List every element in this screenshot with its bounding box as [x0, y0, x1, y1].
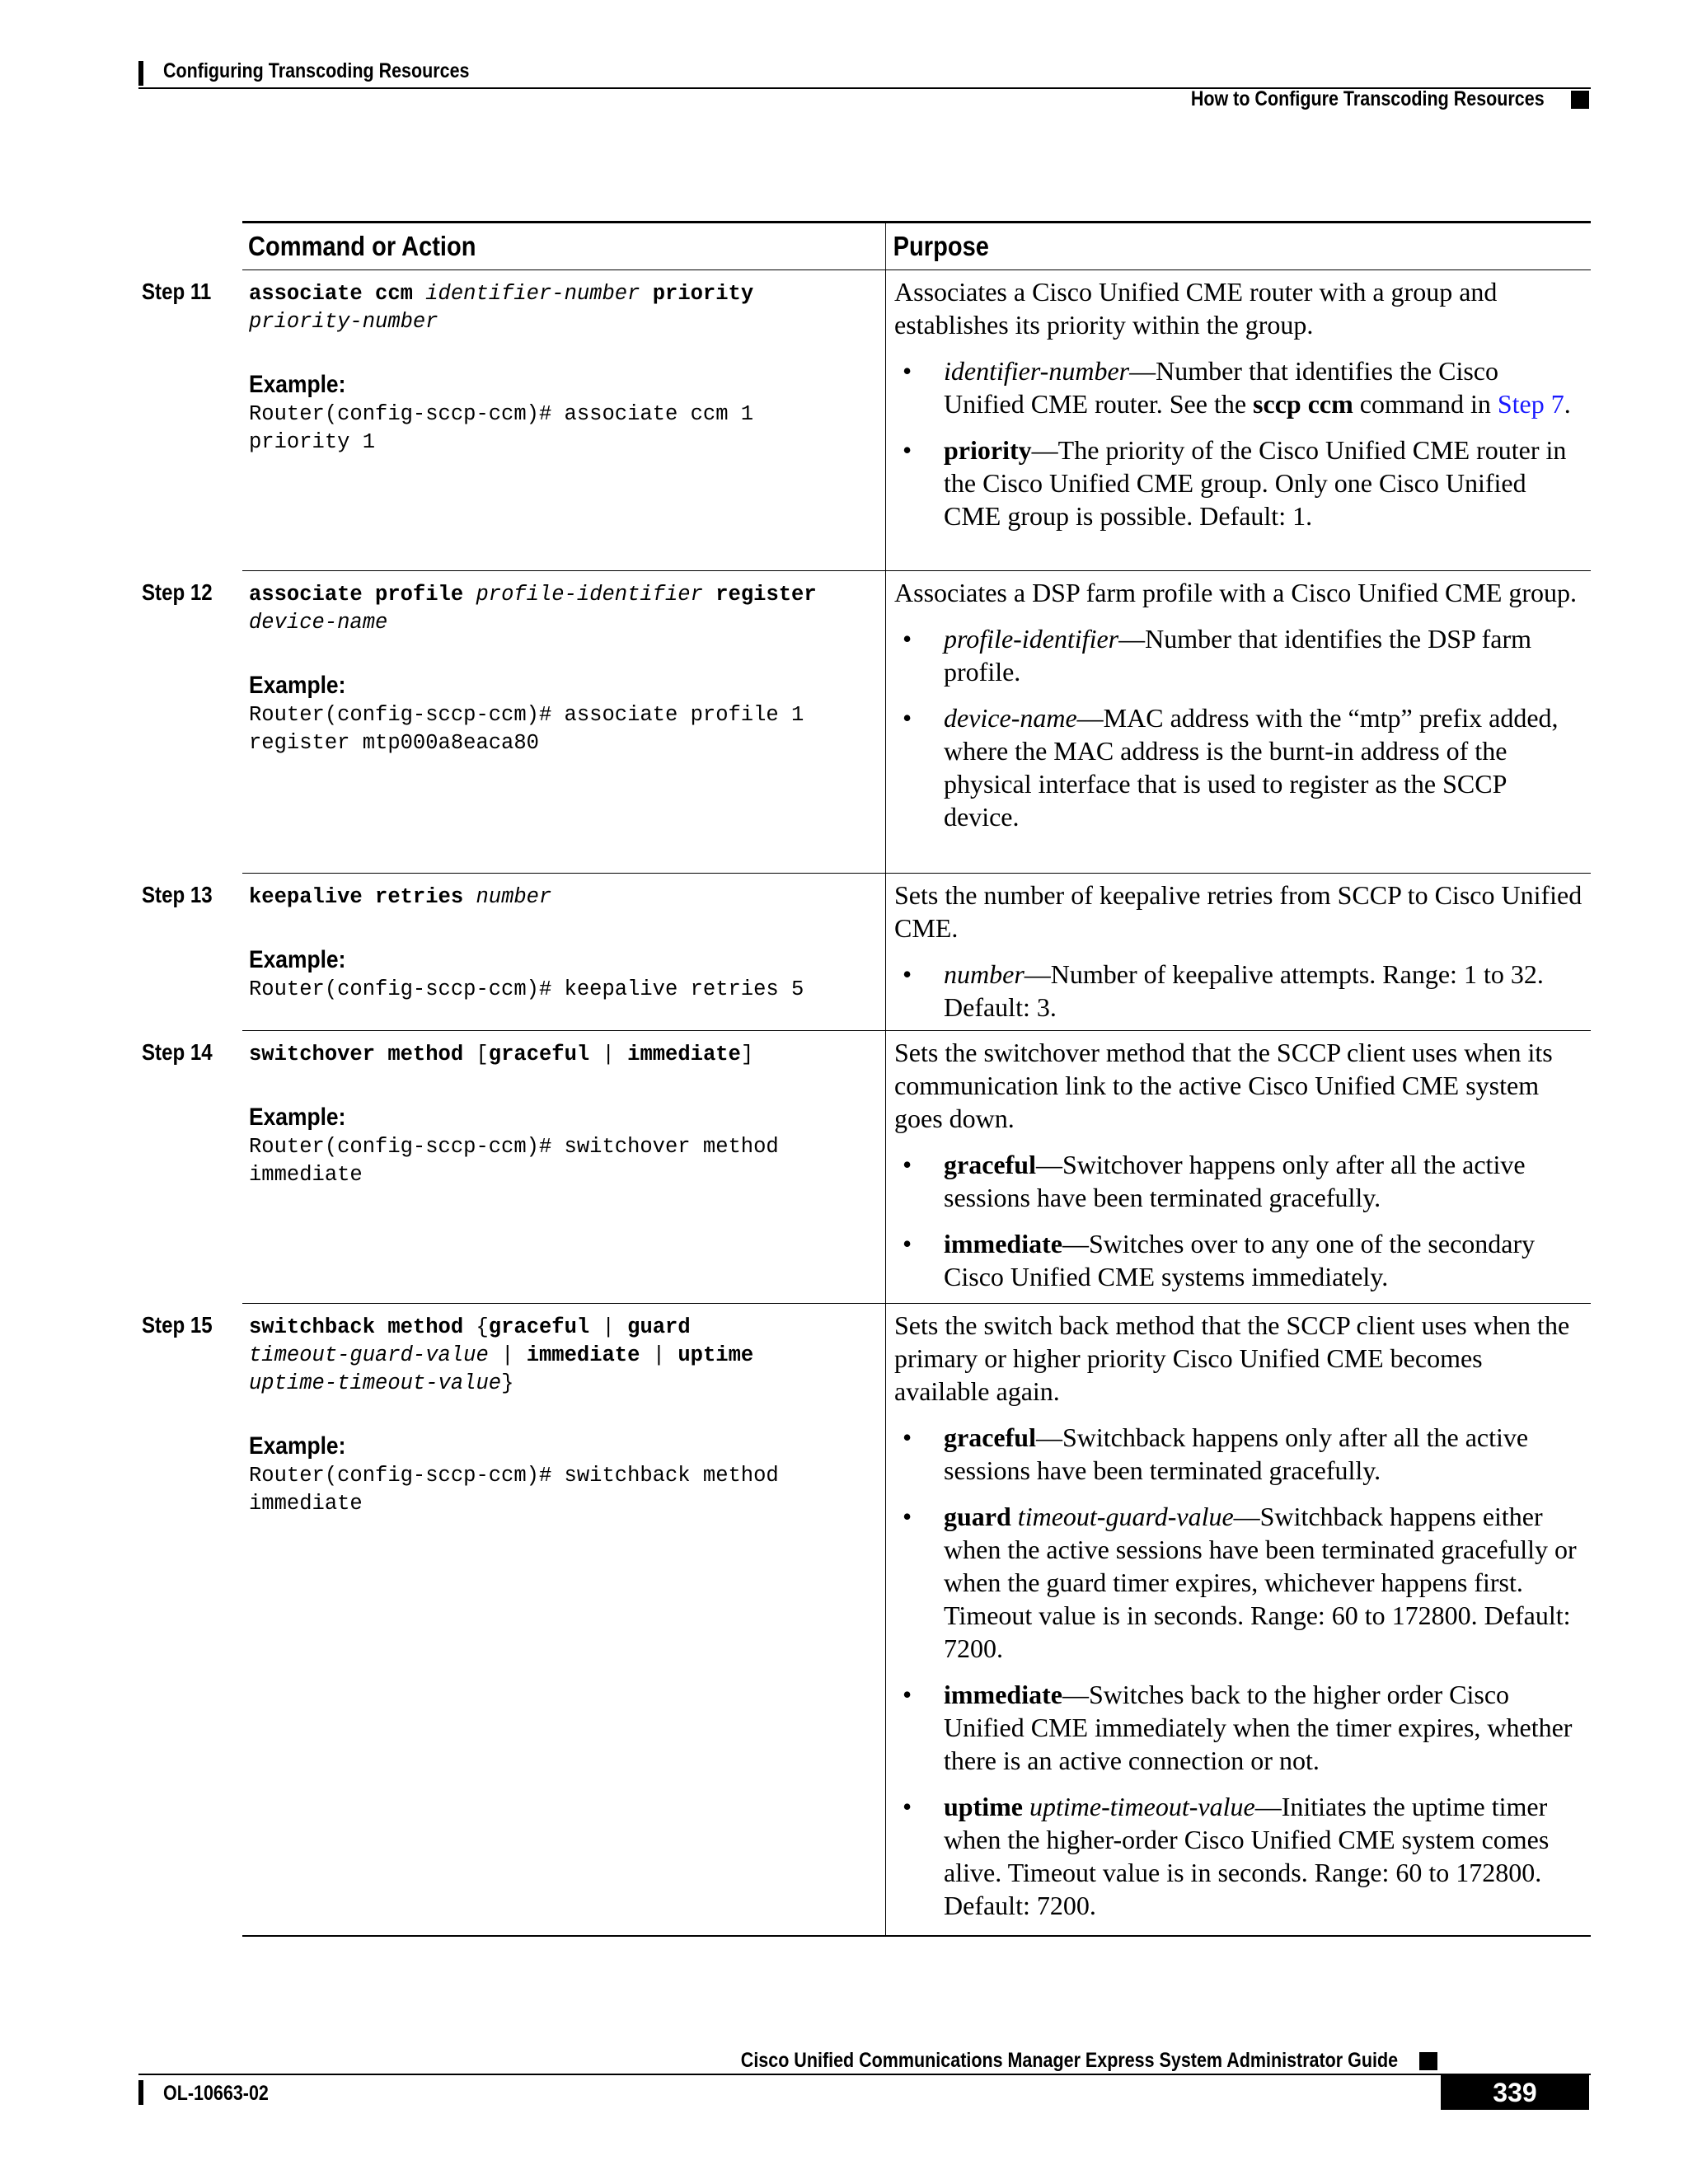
example-code: Router(config-sccp-ccm)# keepalive retries 5 — [249, 977, 804, 1001]
syntax-argument: number — [476, 885, 552, 909]
example-label: Example: — [249, 371, 346, 398]
step-label: Step 13 — [142, 882, 213, 907]
bullet-text: —Number of keepalive attempts. Range: 1 to 32. Default: 3. — [944, 959, 1544, 1022]
example-label: Example: — [249, 946, 346, 973]
purpose-text: Sets the switchover method that the SCCP client uses when its communication link to the active Cisco Unified CME system goes down. — [894, 1038, 1553, 1133]
term-italic: device-name — [944, 703, 1077, 733]
syntax-separator: | — [501, 1343, 514, 1367]
command-cell — [242, 571, 885, 873]
header-square-marker — [1571, 91, 1589, 109]
purpose-cell — [885, 874, 1591, 1030]
table-row-step-13 — [142, 874, 1591, 1031]
purpose-cell — [885, 1304, 1591, 1935]
bullet-text: command in — [1353, 389, 1498, 419]
syntax-argument: timeout-guard-value — [249, 1343, 489, 1367]
purpose-cell — [885, 571, 1591, 873]
command-cell — [242, 270, 885, 570]
term-bold: priority — [944, 435, 1032, 465]
purpose-bullets — [894, 1148, 1584, 1293]
syntax-keyword: uptime — [678, 1343, 754, 1367]
syntax-argument: profile-identifier — [476, 583, 703, 607]
syntax-argument: device-name — [249, 611, 388, 635]
purpose-cell — [885, 270, 1591, 570]
syntax-keyword: switchover method — [249, 1043, 464, 1066]
syntax-keyword: keepalive retries — [249, 885, 464, 909]
purpose-bullets — [894, 622, 1584, 833]
footer-doc-number: OL-10663-02 — [163, 2082, 269, 2105]
footer-guide-title: Cisco Unified Communications Manager Express System Administrator Guide — [740, 2049, 1398, 2072]
purpose-text: Sets the switch back method that the SCCP client uses when the primary or higher priority Cisco Unified CME becomes available again. — [894, 1310, 1570, 1406]
term-bold: graceful — [944, 1150, 1036, 1179]
list-item — [894, 701, 1584, 833]
bullet-text: —The priority of the Cisco Unified CME router in the Cisco Unified CME group. Only one Cisco Unified CME group is possible. Default: 1. — [944, 435, 1567, 531]
command-cell — [242, 874, 885, 1030]
table-row-step-12 — [142, 571, 1591, 874]
bullet-text: —Initiates the uptime timer when the higher-order Cisco Unified CME system comes alive. Timeout value is in seconds. Range: 60 to 172800. Default: 7200. — [944, 1792, 1550, 1920]
command-syntax — [249, 1041, 879, 1069]
column-header-command: Command or Action — [248, 231, 476, 261]
syntax-argument: priority-number — [249, 310, 438, 334]
list-item — [894, 434, 1584, 532]
purpose-text: Associates a Cisco Unified CME router with a group and establishes its priority within the group. — [894, 277, 1498, 340]
header-left-bar — [138, 61, 143, 86]
syntax-bracket: { — [476, 1315, 489, 1339]
bullet-text: . — [1564, 389, 1571, 419]
footer-left-bar — [138, 2080, 143, 2105]
bullet-text: —Switches over to any one of the secondary Cisco Unified CME systems immediately. — [944, 1229, 1536, 1291]
bullet-text: —MAC address with the “mtp” prefix added, where the MAC address is the burnt-in address of the physical interface that is used to register as the SCCP device. — [944, 703, 1559, 832]
footer-square-marker — [1419, 2052, 1437, 2070]
example-label: Example: — [249, 672, 346, 699]
column-header-purpose: Purpose — [885, 223, 1506, 269]
purpose-bullets — [894, 958, 1584, 1024]
purpose-bullets — [894, 1421, 1584, 1922]
list-item — [894, 1500, 1584, 1665]
command-cell — [242, 1304, 885, 1935]
syntax-bracket: } — [501, 1371, 514, 1395]
example-code: Router(config-sccp-ccm)# switchover method immediate — [249, 1135, 779, 1187]
step-label: Step 12 — [142, 579, 213, 605]
step-label: Step 15 — [142, 1312, 213, 1338]
purpose-text: Sets the number of keepalive retries from SCCP to Cisco Unified CME. — [894, 880, 1582, 943]
table-row-step-11 — [142, 270, 1591, 571]
example-code: Router(config-sccp-ccm)# switchback method immediate — [249, 1464, 779, 1516]
syntax-separator: | — [602, 1315, 615, 1339]
step-label: Step 14 — [142, 1039, 213, 1065]
table-row-step-14 — [142, 1031, 1591, 1304]
table-header-row — [242, 221, 1591, 270]
syntax-keyword: switchback method — [249, 1315, 464, 1339]
syntax-keyword: associate ccm — [249, 282, 413, 306]
list-item — [894, 1421, 1584, 1487]
command-cell — [242, 1031, 885, 1303]
command-syntax — [249, 280, 879, 336]
term-bold: uptime — [944, 1792, 1023, 1821]
page-number: 339 — [1441, 2075, 1589, 2110]
footer-rule — [138, 2074, 1591, 2075]
list-item — [894, 1148, 1584, 1214]
list-item — [894, 1790, 1584, 1922]
term-bold: immediate — [944, 1229, 1062, 1258]
purpose-text: Associates a DSP farm profile with a Cisco Unified CME group. — [894, 578, 1578, 607]
command-syntax — [249, 581, 879, 637]
list-item — [894, 958, 1584, 1024]
bullet-text: —Switches back to the higher order Cisco Unified CME immediately when the timer expires, whether there is an active connection or not. — [944, 1680, 1573, 1775]
term-bold: graceful — [944, 1422, 1036, 1452]
example-code: Router(config-sccp-ccm)# associate profile 1 register mtp000a8eaca80 — [249, 703, 804, 755]
term-italic: uptime-timeout-value — [1029, 1792, 1255, 1821]
syntax-argument: identifier-number — [425, 282, 640, 306]
header-section-title: Configuring Transcoding Resources — [163, 59, 470, 82]
term-bold: sccp ccm — [1253, 389, 1353, 419]
procedure-table — [142, 221, 1591, 1937]
syntax-bracket: [ — [476, 1043, 489, 1066]
term-italic: timeout-guard-value — [1017, 1502, 1234, 1531]
syntax-separator: | — [652, 1343, 666, 1367]
syntax-keyword: register — [715, 583, 817, 607]
bullet-text: —Number that identifies the Cisco Unified CME router. See the — [944, 356, 1498, 419]
purpose-cell — [885, 1031, 1591, 1303]
syntax-argument: uptime-timeout-value — [249, 1371, 502, 1395]
syntax-keyword: guard — [627, 1315, 691, 1339]
syntax-keyword: immediate — [627, 1043, 741, 1066]
list-item — [894, 354, 1584, 420]
list-item — [894, 622, 1584, 688]
command-syntax — [249, 1314, 879, 1398]
syntax-bracket: ] — [740, 1043, 754, 1066]
bullet-text: —Switchback happens either when the active sessions have been terminated gracefully or when the guard timer expires, whichever happens first. Timeout value is in seconds. Range: 60 to 172800. Default: 7200. — [944, 1502, 1577, 1663]
purpose-bullets — [894, 354, 1584, 532]
syntax-keyword: associate profile — [249, 583, 464, 607]
table-row-step-15 — [142, 1304, 1591, 1937]
syntax-keyword: graceful — [488, 1315, 590, 1339]
command-syntax — [249, 883, 879, 912]
step-7-link[interactable]: Step 7 — [1497, 389, 1564, 419]
example-label: Example: — [249, 1104, 346, 1131]
syntax-keyword: graceful — [488, 1043, 590, 1066]
bullet-text: —Number that identifies the DSP farm profile. — [944, 624, 1532, 687]
bullet-text: —Switchback happens only after all the active sessions have been terminated gracefully. — [944, 1422, 1529, 1485]
list-item — [894, 1227, 1584, 1293]
term-italic: number — [944, 959, 1025, 989]
syntax-keyword: immediate — [526, 1343, 640, 1367]
list-item — [894, 1678, 1584, 1777]
step-label: Step 11 — [142, 279, 212, 304]
header-subsection-title: How to Configure Transcoding Resources — [1191, 87, 1545, 110]
example-code: Router(config-sccp-ccm)# associate ccm 1 priority 1 — [249, 402, 754, 454]
term-bold: immediate — [944, 1680, 1062, 1709]
syntax-keyword: priority — [652, 282, 754, 306]
example-label: Example: — [249, 1432, 346, 1460]
bullet-text: —Switchover happens only after all the active sessions have been terminated gracefully. — [944, 1150, 1526, 1212]
term-italic: profile-identifier — [944, 624, 1119, 654]
syntax-separator: | — [602, 1043, 615, 1066]
term-bold: guard — [944, 1502, 1011, 1531]
term-italic: identifier-number — [944, 356, 1130, 386]
